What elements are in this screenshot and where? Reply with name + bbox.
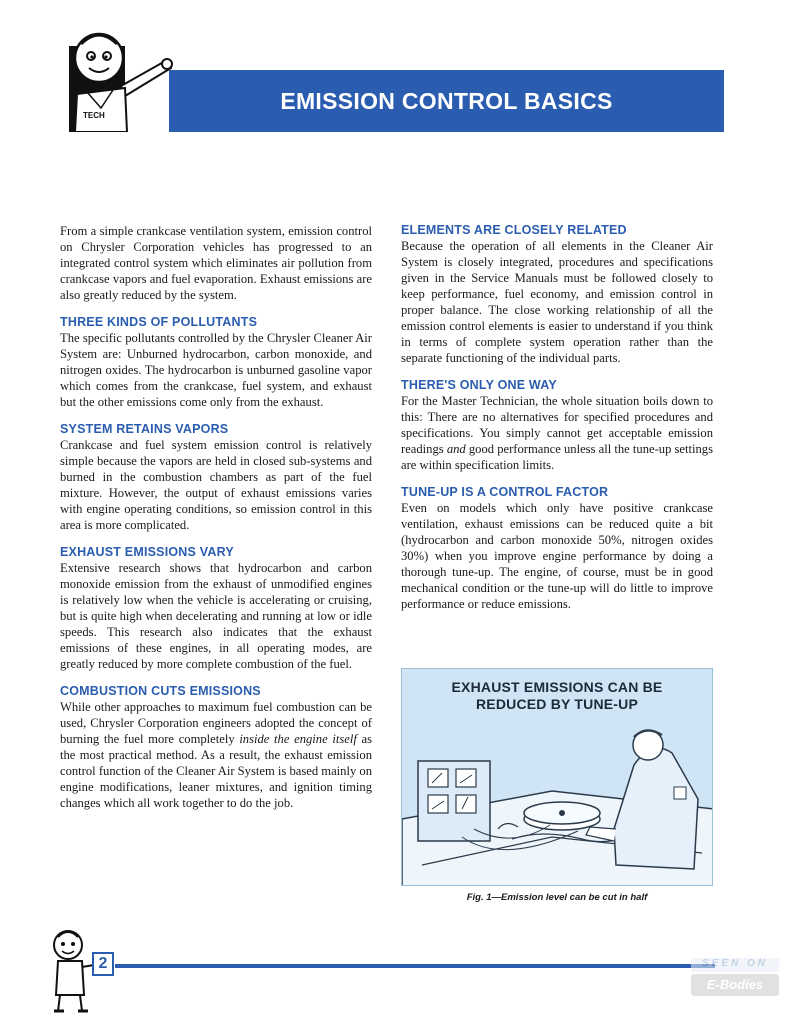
heading-theres-only-one-way: THERE'S ONLY ONE WAY	[401, 378, 557, 392]
mascot-badge-text: TECH	[83, 111, 105, 120]
paragraph-text-part: For the Master Technician, the whole situation boils down to this: There are no alternatives for specified procedures and specifications. You simply cannot get acceptable emission readings	[401, 394, 713, 456]
watermark-bottom-text: E-Bodies	[691, 974, 779, 996]
header-banner	[169, 70, 724, 132]
paragraph-three-kinds-of-pollutants: The specific pollutants controlled by the Chrysler Cleaner Air System are: Unburned hydrocarbon, carbon monoxide, and nitrogen oxides. The hydrocarbon is unburned gasoline vapor which comes from the crankcase, fuel system, and exhaust but the other emissions come only from the exhaust.	[60, 331, 372, 409]
page-title: EMISSION CONTROL BASICS	[280, 87, 613, 114]
site-watermark	[691, 958, 779, 1000]
watermark-top-text: SEEN ON	[691, 958, 779, 972]
intro-paragraph: From a simple crankcase ventilation system, emission control on Chrysler Corporation vehicles has progressed to an integrated control system which eliminates air pollution from crankcase vapors and fuel evaporation. Exhaust emissions are also greatly reduced by the system.	[60, 224, 372, 302]
figure-caption: Fig. 1—Emission level can be cut in half	[466, 892, 648, 903]
paragraph-exhaust-emissions-vary: Extensive research shows that hydrocarbon and carbon monoxide emission from the exhaust of unmodified engines is relatively low when the vehicle is accelerating or cruising, but is quite high when decelerating and running at low or idle speeds. This research also indicates that the exhaust emissions of these engines, in all operating modes, are greatly reduced by more complete combustion of the fuel.	[60, 561, 372, 671]
heading-combustion-cuts-emissions: COMBUSTION CUTS EMISSIONS	[60, 684, 261, 698]
left-column	[60, 223, 372, 811]
right-column	[401, 223, 713, 612]
paragraph-system-retains-vapors: Crankcase and fuel system emission control is relatively simple because the vapors are held in closed sub-systems and burned in the combustion chambers as part of the fuel mixture. However, the output of exhaust emissions varies with engine operating conditions, so emission control in this area is more complicated.	[60, 438, 372, 532]
paragraph-tune-up-is-a-control-factor: Even on models which only have positive crankcase ventilation, exhaust emissions can be reduced quite a bit (hydrocarbon and carbon monoxide 50%, nitrogen oxides 30%) when you improve engine performance by doing a thorough tune-up. The engine, of course, must be in good mechanical condition or the tune-up will do little to improve performance or reduce emissions.	[401, 501, 713, 611]
paragraph-combustion-cuts-emissions	[60, 699, 372, 811]
page-number: 2	[92, 952, 114, 976]
heading-tune-up-is-a-control-factor: TUNE-UP IS A CONTROL FACTOR	[401, 485, 609, 499]
heading-three-kinds-of-pollutants: THREE KINDS OF POLLUTANTS	[60, 315, 258, 329]
tech-mascot-small-illustration	[50, 925, 96, 1015]
footer-rule	[115, 964, 715, 968]
tech-mascot-illustration	[55, 12, 175, 132]
heading-exhaust-emissions-vary: EXHAUST EMISSIONS VARY	[60, 545, 234, 559]
paragraph-text-part: good performance unless all the tune-up settings are within specification limits.	[401, 442, 714, 472]
emphasis-text: and	[446, 442, 466, 456]
heading-system-retains-vapors: SYSTEM RETAINS VAPORS	[60, 422, 229, 436]
heading-elements-are-closely-related: ELEMENTS ARE CLOSELY RELATED	[401, 223, 627, 237]
emphasis-text: inside the engine itself	[239, 732, 357, 746]
figure-heading: EXHAUST EMISSIONS CAN BE REDUCED BY TUNE-UP	[451, 679, 663, 712]
paragraph-text-part: as the most practical method. As a result, the exhaust emission control function of the Cleaner Air System is based mainly on engine modifications, leaner mixtures, and ignition timing changes which all work together to do the job.	[60, 732, 373, 810]
figure-illustration	[401, 668, 713, 886]
paragraph-elements-are-closely-related: Because the operation of all elements in the Cleaner Air System is closely integrated, procedures and specifications given in the Service Manuals must be followed closely to keep performance, fuel economy, and emission control in proper balance. The close working relationship of all the emission control elements is easier to understand if you think in terms of complete system operation rather than the separate functioning of the individual parts.	[401, 239, 713, 365]
paragraph-text-part: While other approaches to maximum fuel combustion can be used, Chrysler Corporation engineers adopted the concept of burning the fuel more completely	[60, 700, 372, 746]
paragraph-theres-only-one-way	[401, 393, 713, 473]
